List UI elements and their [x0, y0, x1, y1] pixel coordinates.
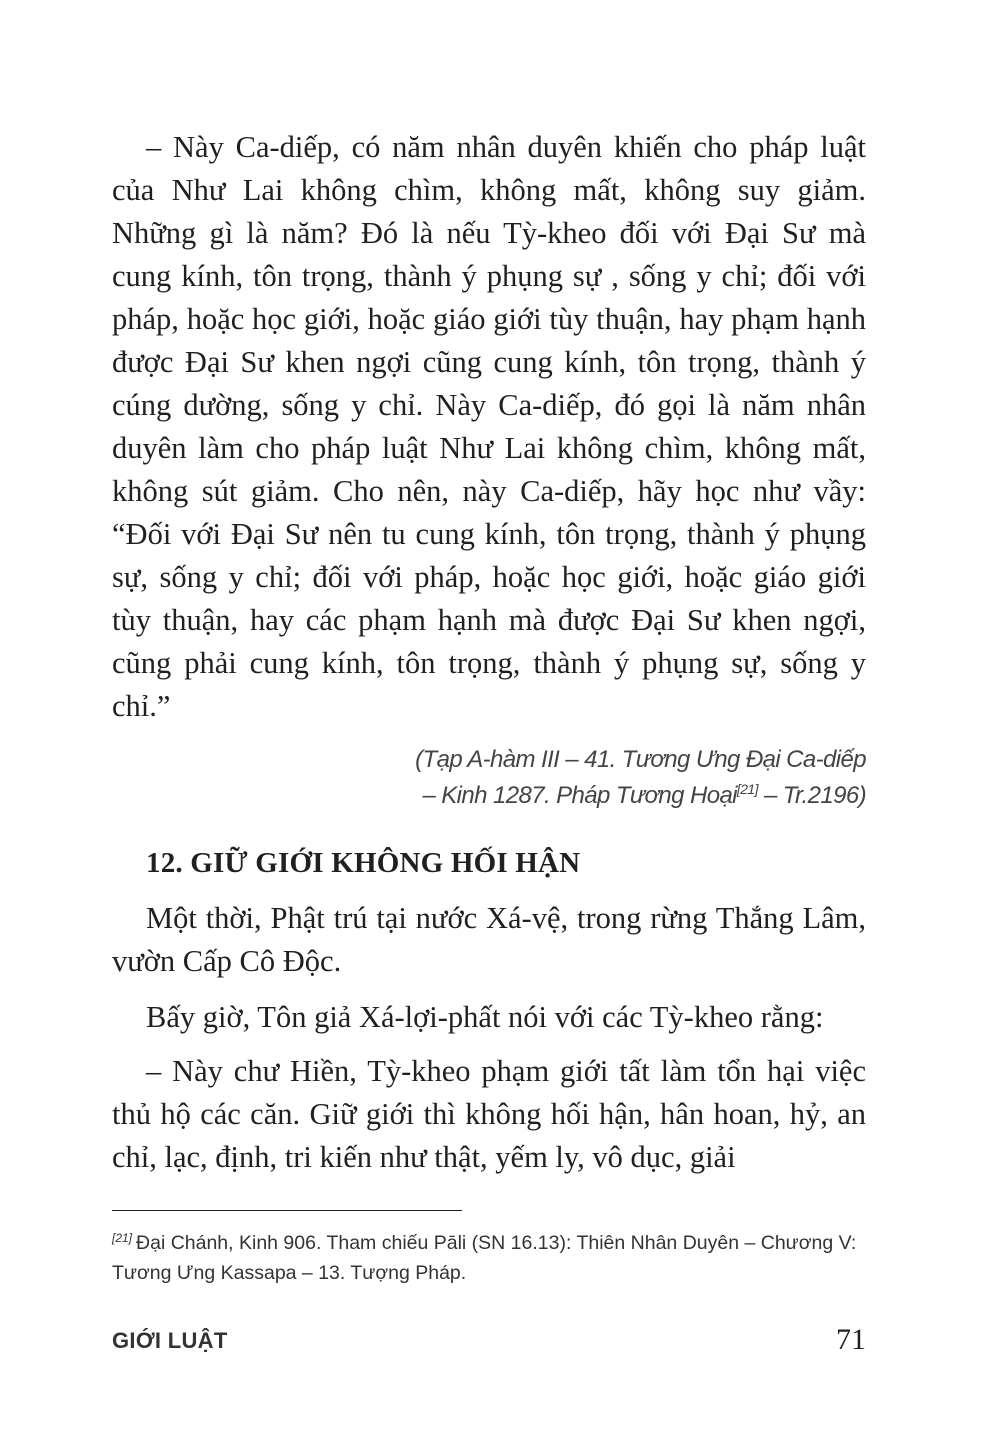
paragraph-sariputta-speaks: Bấy giờ, Tôn giả Xá-lợi-phất nói với các Tỳ-kheo rằng: — [146, 1000, 824, 1034]
footnote-reference: [21] — [736, 781, 758, 797]
citation-line-1: (Tạp A-hàm III – 41. Tương Ưng Đại Ca-diếp — [415, 746, 866, 773]
footnote — [112, 1228, 872, 1288]
footnote-text: Đại Chánh, Kinh 906. Tham chiếu Pāli (SN 16.13): Thiên Nhân Duyên – Chương V: Tương Ưng Kassapa – 13. Tượng Pháp. — [112, 1232, 857, 1284]
citation-line-2-text: – Kinh 1287. Pháp Tương Hoại — [422, 782, 737, 809]
paragraph-kassapa-five-causes: – Này Ca-diếp, có năm nhân duyên khiến cho pháp luật của Như Lai không chìm, không mất, không suy giảm. Những gì là năm? Đó là nếu Tỳ-kheo đối với Đại Sư mà cung kính, tôn trọng, thành ý phụng sự , sống y chỉ; đối với pháp, hoặc học giới, hoặc giáo giới tùy thuận, hay phạm hạnh được Đại Sư khen ngợi cũng cung kính, tôn trọng, thành ý cúng dường, sống y chỉ. Này Ca-diếp, đó gọi là năm nhân duyên làm cho pháp luật Như Lai không chìm, không mất, không sút giảm. Cho nên, này Ca-diếp, hãy học như vầy: “Đối với Đại Sư nên tu cung kính, tôn trọng, thành ý phụng sự, sống y chỉ; đối với pháp, hoặc học giới, hoặc giáo giới tùy thuận, hay các phạm hạnh mà được Đại Sư khen ngợi, cũng phải cung kính, tôn trọng, thành ý phụng sự, sống y chỉ.” — [112, 130, 866, 723]
citation-line-2 — [266, 778, 866, 814]
section-heading: 12. GIỮ GIỚI KHÔNG HỐI HẬN — [146, 847, 581, 879]
paragraph-precepts: – Này chư Hiền, Tỳ-kheo phạm giới tất làm tổn hại việc thủ hộ các căn. Giữ giới thì không hối hận, hân hoan, hỷ, an chỉ, lạc, định, tri kiến như thật, yếm ly, vô dục, giải — [112, 1054, 866, 1174]
page-number: 71 — [836, 1323, 866, 1356]
citation-line-2-tail: – Tr.2196) — [757, 782, 866, 809]
running-footer-title: GIỚI LUẬT — [112, 1328, 228, 1353]
footnote-divider — [112, 1210, 462, 1211]
paragraph-setting: Một thời, Phật trú tại nước Xá-vệ, trong rừng Thắng Lâm, vườn Cấp Cô Độc. — [112, 901, 866, 978]
footnote-mark: [21] — [112, 1231, 133, 1245]
source-citation — [266, 742, 866, 814]
